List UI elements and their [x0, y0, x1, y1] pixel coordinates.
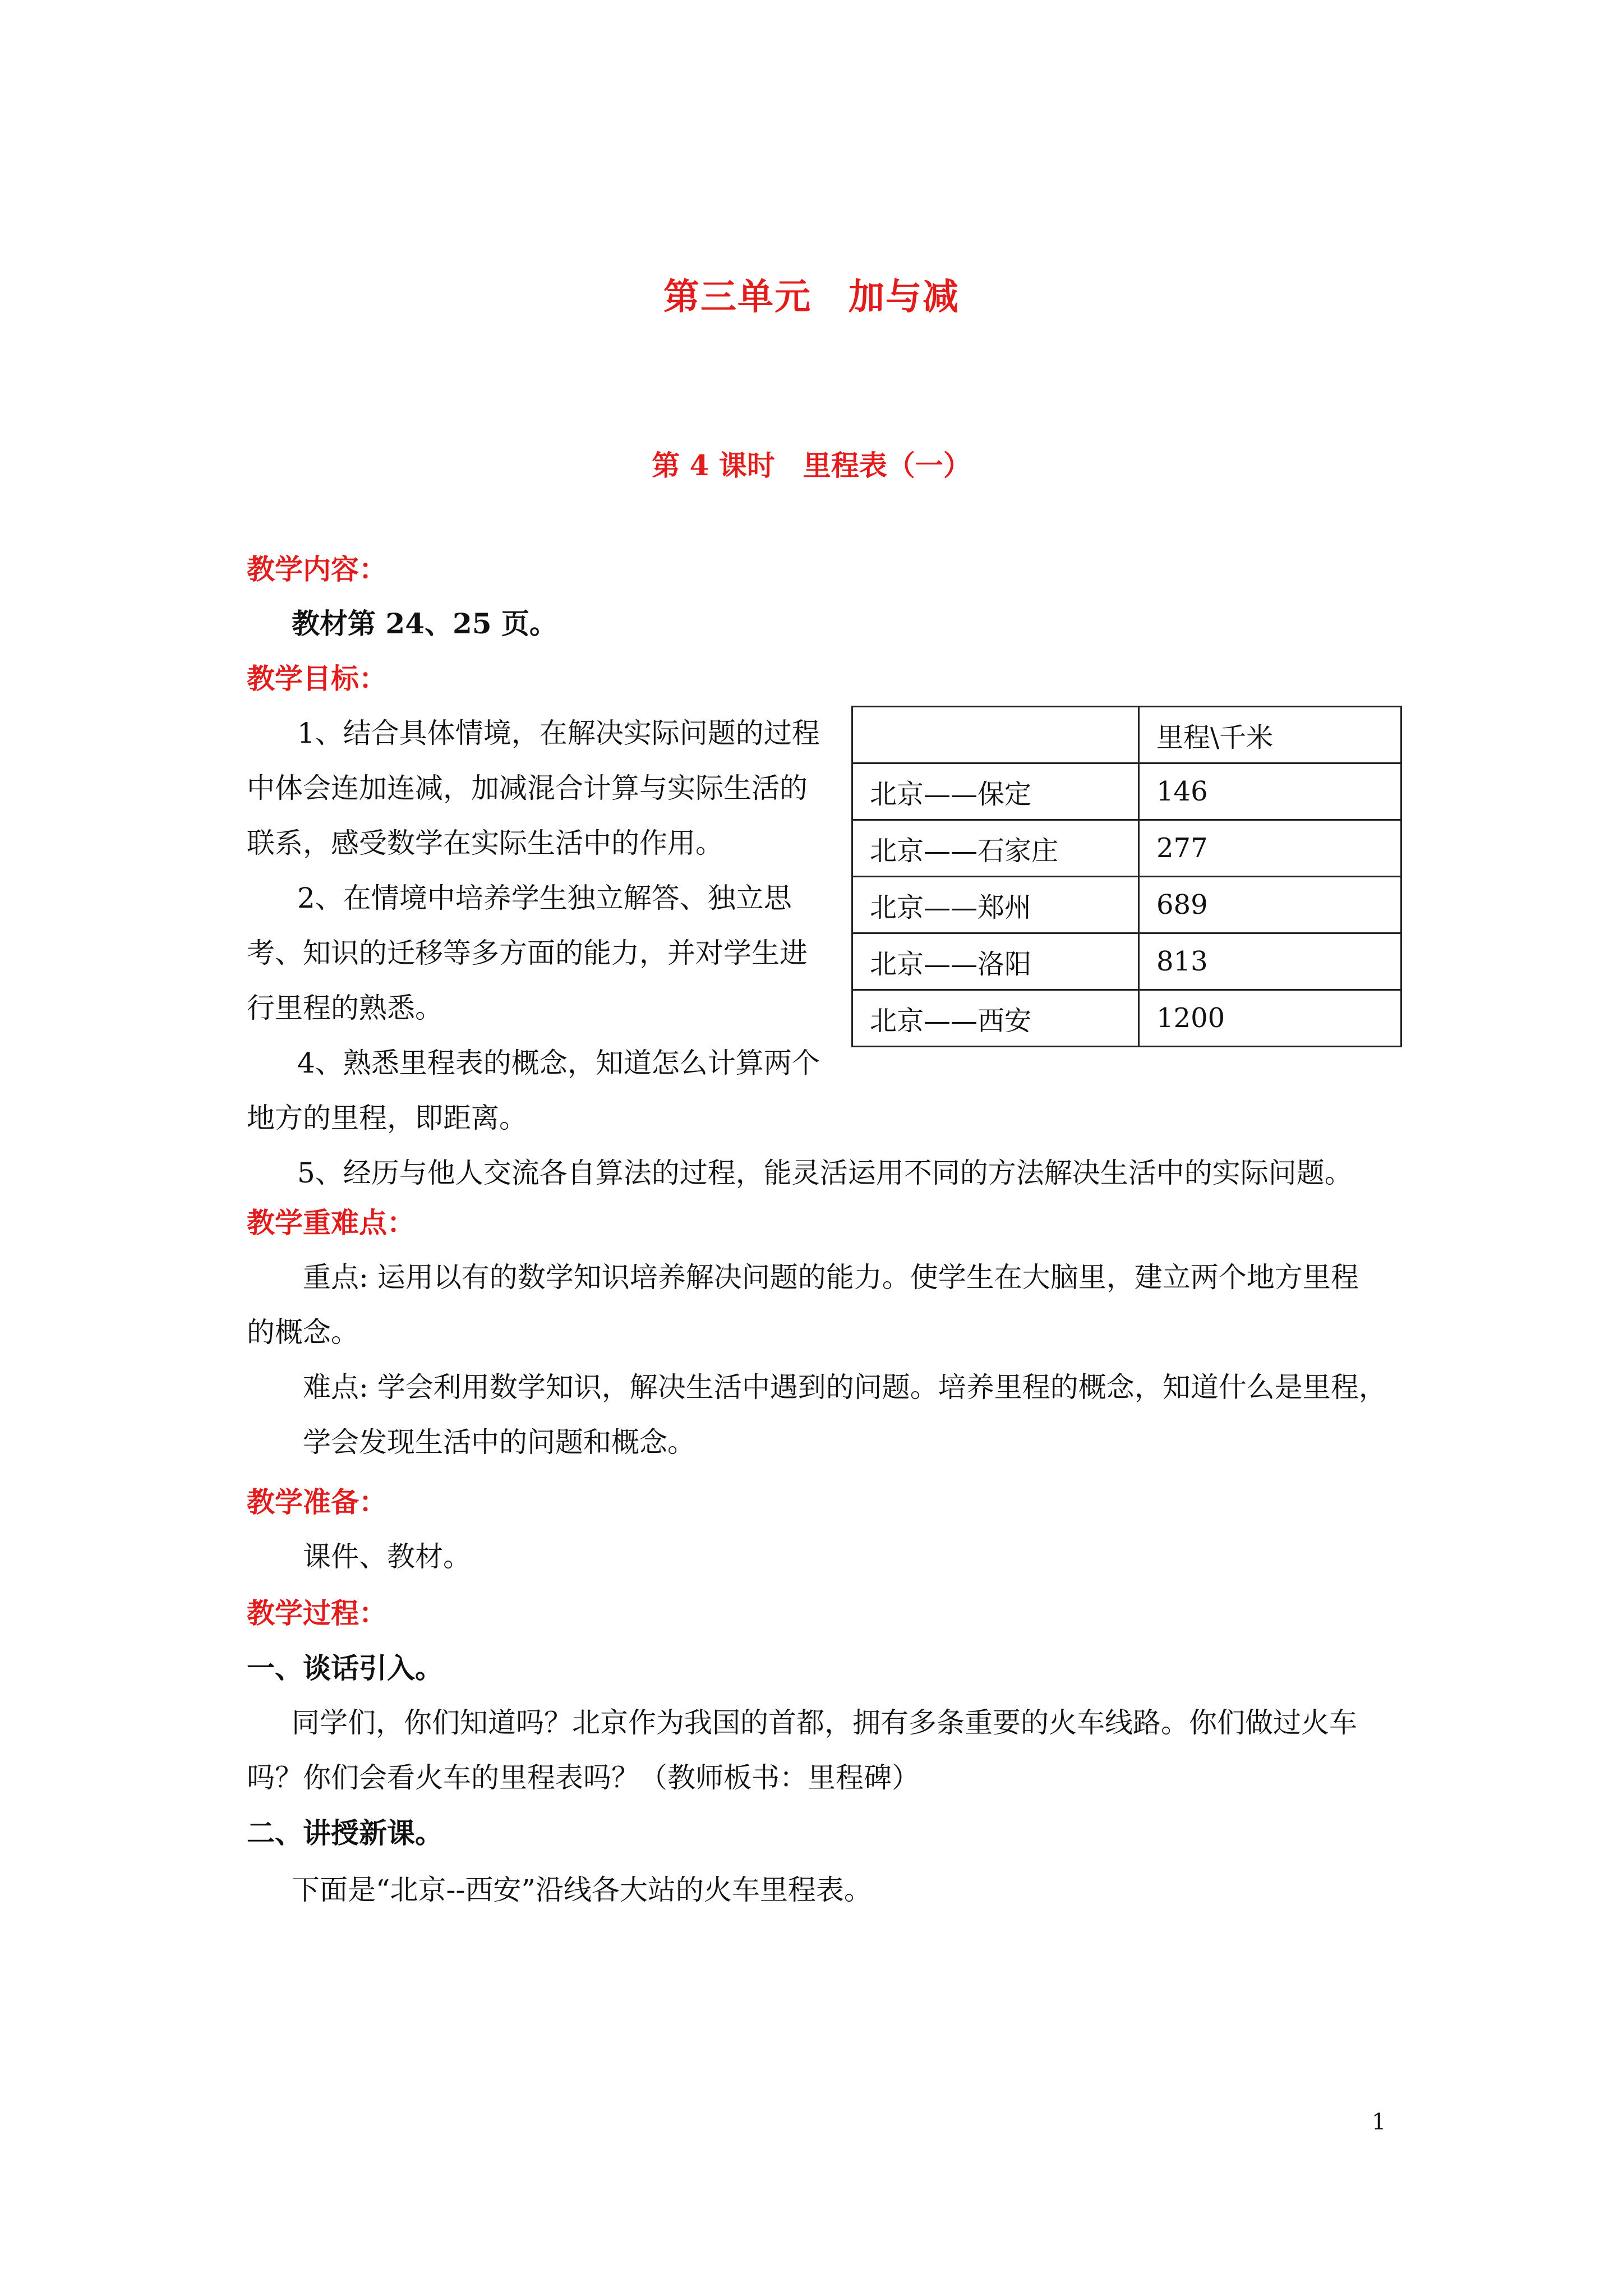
- difficulty-line-2: 学会发现生活中的问题和概念。: [303, 1426, 695, 1458]
- km-cell: 146: [1139, 763, 1401, 820]
- km-cell: 689: [1139, 877, 1401, 933]
- unit-title: 第三单元 加与减: [663, 276, 960, 318]
- goal-line-5: 考、知识的迁移等多方面的能力，并对学生进: [247, 937, 808, 969]
- table-row: [852, 763, 1401, 820]
- part2-heading: 二、讲授新课。: [247, 1816, 443, 1849]
- table-row: [852, 877, 1401, 933]
- key-point-line-1: 重点: 运用以有的数学知识培养解决问题的能力。使学生在大脑里，建立两个地方里程: [303, 1261, 1359, 1294]
- teaching-content-text: 教材第 24、25 页。: [292, 607, 557, 640]
- part1-heading: 一、谈话引入。: [247, 1651, 443, 1685]
- table-header-empty: [852, 707, 1139, 763]
- goal-line-7: 4、熟悉里程表的概念，知道怎么计算两个: [297, 1047, 820, 1079]
- route-cell: 北京——洛阳: [852, 933, 1139, 990]
- table-header-km: 里程\千米: [1139, 707, 1401, 763]
- km-cell: 813: [1139, 933, 1401, 990]
- difficulty-line-1: 难点: 学会利用数学知识，解决生活中遇到的问题。培养里程的概念，知道什么是里程，: [303, 1371, 1387, 1404]
- goal-line-9: 5、经历与他人交流各自算法的过程，能灵活运用不同的方法解决生活中的实际问题。: [297, 1157, 1353, 1189]
- lesson-subtitle: 第 4 课时 里程表（一）: [652, 449, 971, 482]
- route-cell: 北京——郑州: [852, 877, 1139, 933]
- mileage-table: [851, 706, 1402, 1047]
- goal-line-1: 1、结合具体情境，在解决实际问题的过程: [297, 717, 820, 749]
- route-cell: 北京——石家庄: [852, 820, 1139, 877]
- route-cell: 北京——西安: [852, 990, 1139, 1047]
- km-cell: 277: [1139, 820, 1401, 877]
- goal-line-8: 地方的里程，即距离。: [247, 1102, 527, 1134]
- key-point-line-2: 的概念。: [247, 1316, 359, 1349]
- teaching-content-heading: 教学内容：: [247, 553, 387, 586]
- goal-line-6: 行里程的熟悉。: [247, 992, 443, 1024]
- part2-line-1: 下面是“北京--西安”沿线各大站的火车里程表。: [292, 1874, 872, 1906]
- table-row: [852, 820, 1401, 877]
- km-cell: 1200: [1139, 990, 1401, 1047]
- goal-line-2: 中体会连加连减，加减混合计算与实际生活的: [247, 772, 808, 804]
- table-row: [852, 990, 1401, 1047]
- goal-line-4: 2、在情境中培养学生独立解答、独立思: [297, 882, 792, 914]
- route-cell: 北京——保定: [852, 763, 1139, 820]
- table-row: [852, 933, 1401, 990]
- part1-line-2: 吗？你们会看火车的里程表吗？（教师板书：里程碑）: [247, 1761, 920, 1794]
- page-number: 1: [1372, 2109, 1386, 2135]
- table-header-row: [852, 707, 1401, 763]
- goal-line-3: 联系，感受数学在实际生活中的作用。: [247, 827, 723, 859]
- preparation-text: 课件、教材。: [303, 1540, 471, 1573]
- key-points-heading: 教学重难点：: [247, 1206, 415, 1239]
- preparation-heading: 教学准备：: [247, 1485, 387, 1519]
- process-heading: 教学过程：: [247, 1596, 387, 1630]
- part1-line-1: 同学们，你们知道吗？北京作为我国的首都，拥有多条重要的火车线路。你们做过火车: [292, 1706, 1357, 1739]
- teaching-goals-heading: 教学目标：: [247, 662, 387, 695]
